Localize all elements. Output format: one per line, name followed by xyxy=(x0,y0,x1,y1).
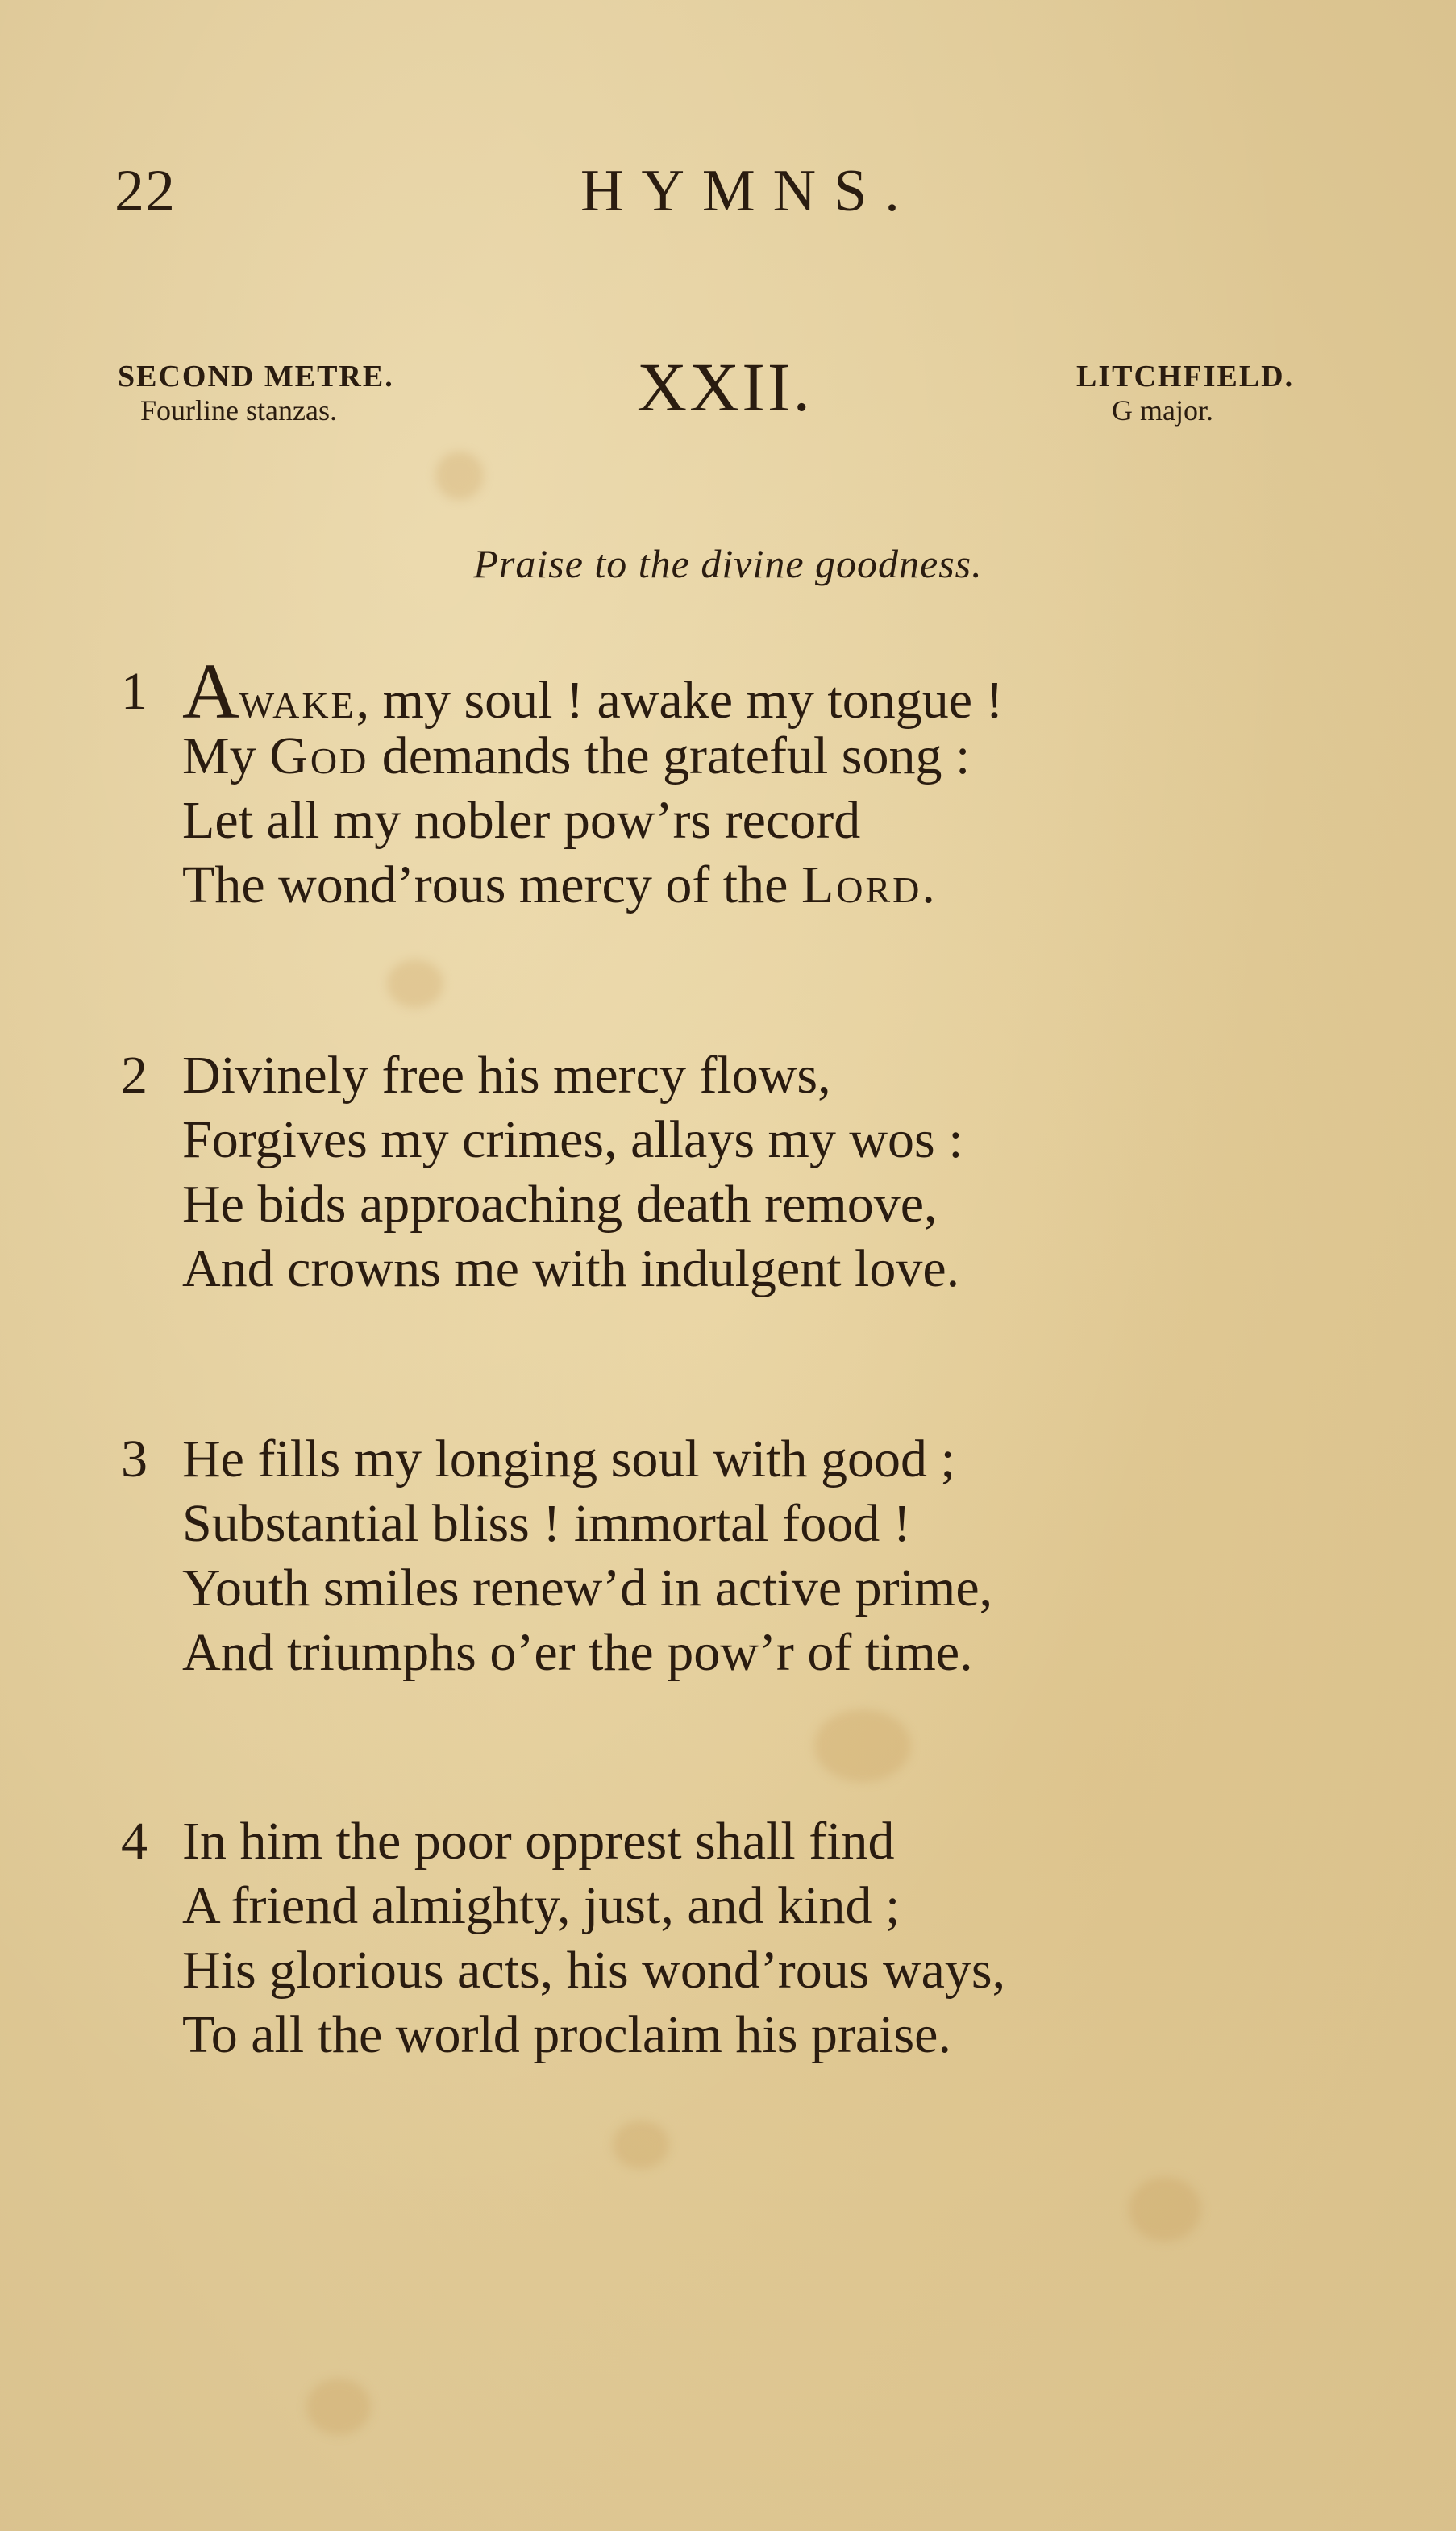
metre-info xyxy=(118,359,456,427)
verse-line: To all the world proclaim his praise. xyxy=(182,2005,951,2064)
paper-stain xyxy=(306,2379,371,2435)
verse-line xyxy=(121,1809,1379,1874)
verse-line: Let all my nobler pow’rs record xyxy=(182,791,861,850)
verse-line: Forgives my crimes, allays my wos : xyxy=(182,1110,963,1169)
stanza-1 xyxy=(121,648,1379,918)
tune-name: LITCHFIELD. xyxy=(1076,360,1295,393)
verse-line: And crowns me with indulgent love. xyxy=(182,1239,960,1298)
paper-stain xyxy=(613,2121,669,2169)
paper-stain xyxy=(435,452,484,500)
verse-line: A friend almighty, just, and kind ; xyxy=(182,1876,901,1935)
stanza-2 xyxy=(121,1043,1379,1301)
running-title: HYMNS. xyxy=(580,158,917,224)
stanza-number: 4 xyxy=(121,1812,148,1871)
tune-key: G major. xyxy=(1112,394,1213,427)
paper-stain xyxy=(814,1709,911,1782)
tune-info xyxy=(1076,359,1383,427)
stanza-4 xyxy=(121,1809,1379,2067)
hymn-title: Praise to the divine goodness. xyxy=(473,541,983,586)
stanza-number: 3 xyxy=(121,1430,148,1488)
small-caps-text: wake xyxy=(239,671,356,730)
running-head xyxy=(0,157,1456,230)
verse-line xyxy=(121,1043,1379,1108)
stanza-number: 1 xyxy=(121,662,148,721)
small-caps-text: Lord xyxy=(801,855,922,914)
paper-stain xyxy=(1129,2177,1201,2242)
verse-line: And triumphs o’er the pow’r of time. xyxy=(182,1623,973,1682)
verse-line: He bids approaching death remove, xyxy=(182,1175,938,1234)
paper-stain xyxy=(387,960,443,1008)
line-text: The wond’rous mercy of the xyxy=(182,855,801,914)
stanza-form-label: Fourline stanzas. xyxy=(140,394,337,427)
stanza-number: 2 xyxy=(121,1046,148,1105)
line-text: . xyxy=(921,855,935,914)
small-caps-text: God xyxy=(269,726,369,785)
hymn-number: XXII. xyxy=(637,348,813,426)
verse-line xyxy=(121,1427,1379,1492)
line-text: He fills my longing soul with good ; xyxy=(182,1430,955,1488)
stanza-3 xyxy=(121,1427,1379,1685)
line-text: demands the grateful song : xyxy=(368,726,971,785)
verse-line xyxy=(121,853,1379,918)
verse-line: His glorious acts, his wond’rous ways, xyxy=(182,1941,1006,2000)
page-number: 22 xyxy=(114,158,176,224)
metre-label: SECOND METRE. xyxy=(118,360,394,393)
verse-line: Substantial bliss ! immortal food ! xyxy=(182,1494,911,1553)
verse-line xyxy=(121,724,1379,789)
line-text: Divinely free his mercy flows, xyxy=(182,1046,831,1105)
drop-cap: A xyxy=(182,648,239,735)
verse-line: Youth smiles renew’d in active prime, xyxy=(182,1559,993,1617)
line-text: My xyxy=(182,726,270,785)
verse-line xyxy=(121,648,1379,735)
line-text: In him the poor opprest shall find xyxy=(182,1812,895,1871)
line-text: , my soul ! awake my tongue ! xyxy=(356,671,1004,730)
